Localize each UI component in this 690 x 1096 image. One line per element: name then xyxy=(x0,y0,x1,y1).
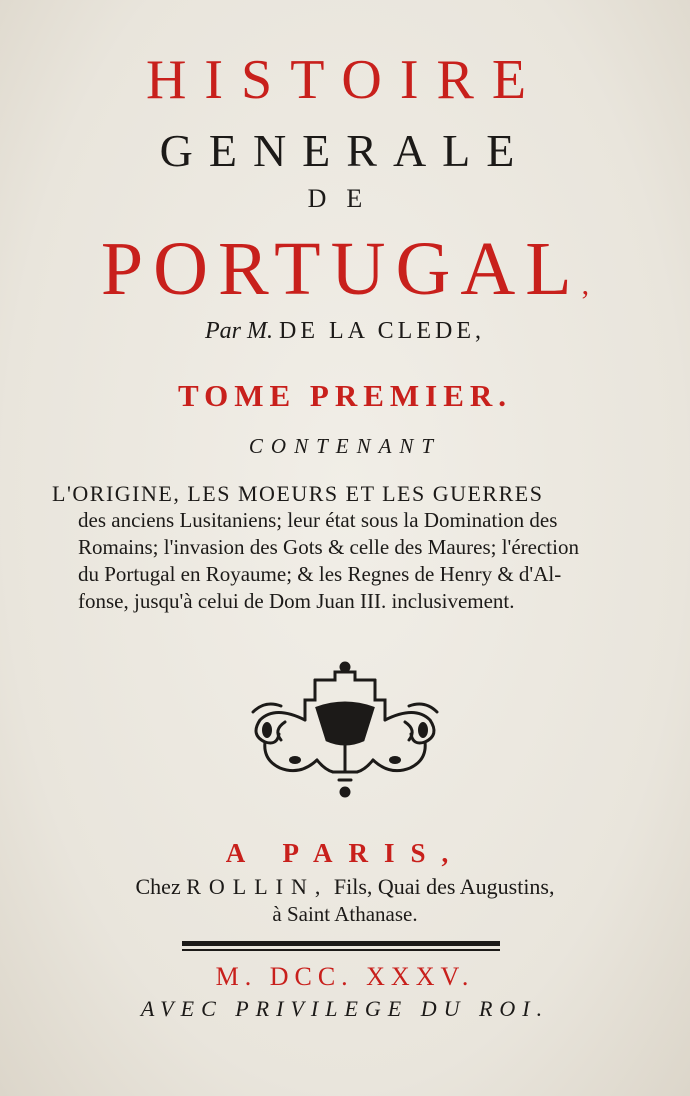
publisher-prefix: Chez xyxy=(135,874,181,899)
contents-line: fonse, jusqu'à celui de Dom Juan III. inclusivement. xyxy=(78,589,515,613)
contents-line: L'ORIGINE, LES MOEURS ET LES GUERRES xyxy=(52,481,544,506)
author-line xyxy=(0,318,690,345)
publisher-address: à Saint Athanase. xyxy=(272,902,418,926)
publisher-suffix: Fils, Quai des Augustins, xyxy=(333,874,555,899)
imprint-place: A PARIS, xyxy=(225,838,465,868)
title-histoire: HISTOIRE xyxy=(145,49,545,111)
publisher-name: ROLLIN, xyxy=(186,874,329,899)
rule-thick xyxy=(182,941,500,946)
contents-line: Romains; l'invasion des Gots & celle des Maures; l'érection xyxy=(78,535,579,559)
royal-privilege: AVEC PRIVILEGE DU ROI. xyxy=(140,996,550,1021)
author-name: DE LA CLEDE, xyxy=(279,318,485,344)
contents-heading: CONTENANT xyxy=(248,434,442,458)
title-portugal-comma: , xyxy=(581,268,590,301)
contents-description xyxy=(52,480,652,615)
title-de: DE xyxy=(307,184,383,213)
title-portugal: PORTUGAL xyxy=(100,227,582,311)
author-prefix: Par M. xyxy=(205,318,273,344)
publisher-line xyxy=(0,874,690,900)
contents-line: des anciens Lusitaniens; leur état sous la Domination des xyxy=(78,508,558,532)
printers-ornament-basket-icon xyxy=(245,660,445,800)
rule-thin xyxy=(182,949,500,951)
title-generale: GENERALE xyxy=(159,125,531,176)
double-rule-divider xyxy=(182,941,500,951)
imprint-year: M. DCC. XXXV. xyxy=(215,962,475,991)
volume-label: TOME PREMIER. xyxy=(177,378,513,413)
contents-line: du Portugal en Royaume; & les Regnes de Henry & d'Al- xyxy=(78,562,562,586)
title-portugal-line xyxy=(0,226,690,313)
